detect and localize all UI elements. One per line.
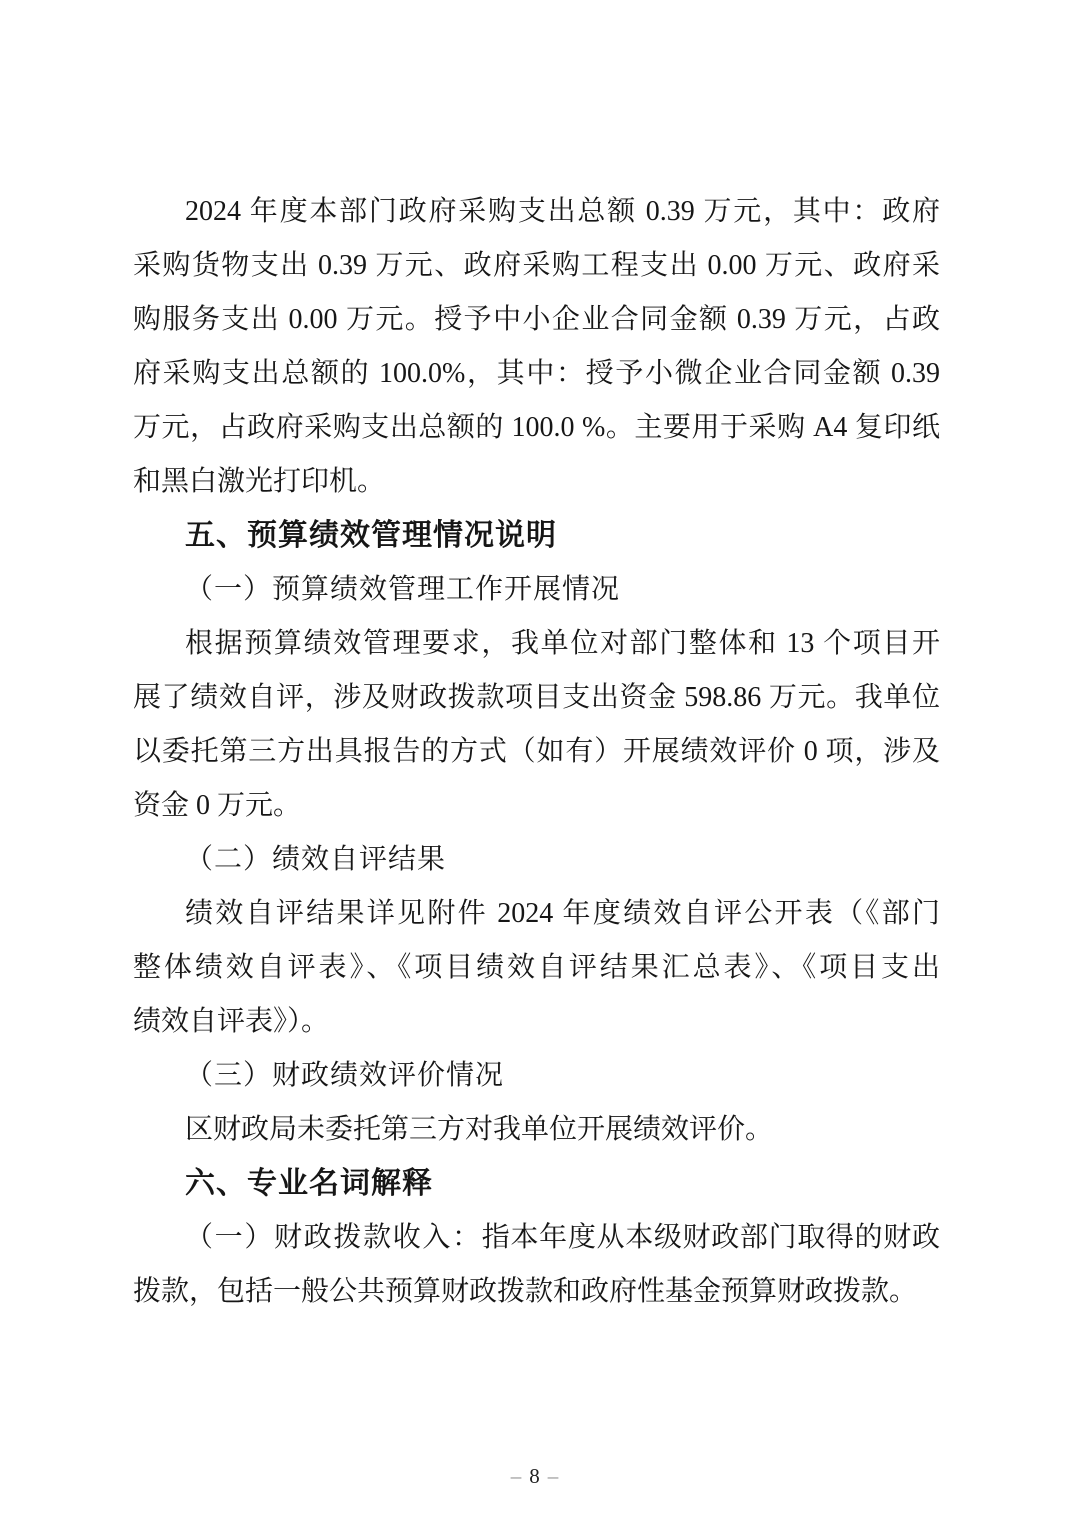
page-footer [0, 1462, 1069, 1490]
section-6-heading: 六、专业名词解释 [185, 1167, 433, 1200]
subsection-5-2-paragraph-line-3: 绩效自评表》）。 [133, 1006, 330, 1037]
term-1-line-2: 拨款，包括一般公共预算财政拨款和政府性基金预算财政拨款。 [133, 1276, 918, 1307]
procurement-paragraph-line-3: 购服务支出 0.00 万元。授予中小企业合同金额 0.39 万元，占政 [133, 304, 940, 335]
subsection-5-1-paragraph-line-1: 根据预算绩效管理要求，我单位对部门整体和 13 个项目开 [185, 628, 940, 659]
term-1-name: （一）财政拨款收入： [185, 1222, 482, 1253]
subsection-5-3-paragraph-line-1: 区财政局未委托第三方对我单位开展绩效评价。 [185, 1114, 774, 1145]
term-1-line-1 [133, 1211, 940, 1265]
subsection-5-3-heading: （三）财政绩效评价情况 [185, 1060, 505, 1091]
subsection-5-2-heading: （二）绩效自评结果 [185, 844, 447, 875]
page-number: 8 [529, 1464, 540, 1488]
subsection-5-1-paragraph-line-2: 展了绩效自评，涉及财政拨款项目支出资金 598.86 万元。我单位 [133, 682, 940, 713]
footer-dash-right: – [547, 1464, 559, 1488]
subsection-5-1-heading: （一）预算绩效管理工作开展情况 [185, 574, 621, 605]
term-1-definition-start: 指本年度从本级财政部门取得的财政 [481, 1222, 940, 1253]
procurement-paragraph-line-2: 采购货物支出 0.39 万元、政府采购工程支出 0.00 万元、政府采 [133, 250, 940, 281]
footer-dash-left: – [510, 1464, 522, 1488]
procurement-paragraph-line-6: 和黑白激光打印机。 [133, 466, 386, 497]
subsection-5-1-paragraph-line-4: 资金 0 万元。 [133, 790, 302, 821]
subsection-5-2-paragraph-line-2: 整体绩效自评表》、《项目绩效自评结果汇总表》、《项目支出 [133, 952, 940, 983]
subsection-5-1-paragraph-line-3: 以委托第三方出具报告的方式（如有）开展绩效评价 0 项，涉及 [133, 736, 940, 767]
document-body [133, 185, 940, 1319]
procurement-paragraph-line-1: 2024 年度本部门政府采购支出总额 0.39 万元，其中：政府 [185, 196, 940, 227]
section-5-heading: 五、预算绩效管理情况说明 [185, 519, 557, 552]
procurement-paragraph-line-5: 万元，占政府采购支出总额的 100.0 %。主要用于采购 A4 复印纸 [133, 412, 940, 443]
procurement-paragraph-line-4: 府采购支出总额的 100.0%，其中：授予小微企业合同金额 0.39 [133, 358, 940, 389]
subsection-5-2-paragraph-line-1: 绩效自评结果详见附件 2024 年度绩效自评公开表（《部门 [185, 898, 940, 929]
